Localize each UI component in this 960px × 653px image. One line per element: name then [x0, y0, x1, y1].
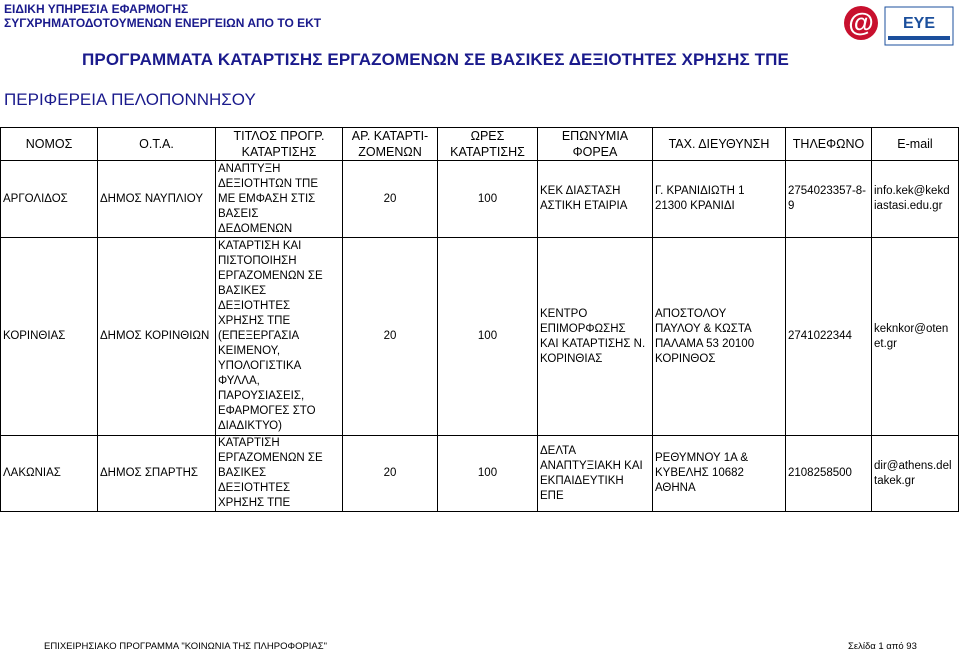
col-header-email: E-mail — [872, 128, 959, 161]
cell-nomos: ΛΑΚΩΝΙΑΣ — [1, 436, 98, 512]
cell-email: dir@athens.del takek.gr — [872, 436, 959, 512]
agency-name-line2: ΣΥΓΧΡΗΜΑΤΟΔΟΤΟΥΜΕΝΩΝ ΕΝΕΡΓΕΙΩΝ ΑΠΟ ΤΟ ΕΚΤ — [4, 16, 322, 30]
col-header-title: ΤΙΤΛΟΣ ΠΡΟΓΡ. ΚΑΤΑΡΤΙΣΗΣ — [216, 128, 343, 161]
cell-email: keknkor@oten et.gr — [872, 238, 959, 436]
cell-hours: 100 — [438, 436, 538, 512]
eye-logo-icon — [884, 6, 954, 46]
cell-address: ΑΠΟΣΤΟΛΟΥ ΠΑΥΛΟΥ & ΚΩΣΤΑ ΠΑΛΑΜΑ 53 20100 ΚΟΡΙΝΘΟΣ — [653, 238, 786, 436]
cell-nomos: ΑΡΓΟΛΙΔΟΣ — [1, 161, 98, 238]
table-row — [1, 161, 959, 238]
cell-title: ΚΑΤΑΡΤΙΣΗ ΚΑΙ ΠΙΣΤΟΠΟΙΗΣΗ ΕΡΓΑΖΟΜΕΝΩΝ ΣΕ ΒΑΣΙΚΕΣ ΔΕΞΙΟΤΗΤΕΣ ΧΡΗΣΗΣ ΤΠΕ (ΕΠΕΞΕΡΓΑΣΙΑ ΚΕΙΜΕΝΟΥ, ΥΠΟΛΟΓΙΣΤΙΚΑ ΦΥΛΛΑ, ΠΑΡΟΥΣΙΑΣΕΙΣ, ΕΦΑΡΜΟΓΕΣ ΣΤΟ ΔΙΑΔΙΚΤΥΟ) — [216, 238, 343, 436]
footer-page-number: Σελίδα 1 από 93 — [848, 641, 917, 652]
programs-table — [0, 127, 959, 512]
col-header-trainees: ΑΡ. ΚΑΤΑΡΤΙ- ΖΟΜΕΝΩΝ — [343, 128, 438, 161]
agency-name-line1: ΕΙΔΙΚΗ ΥΠΗΡΕΣΙΑ ΕΦΑΡΜΟΓΗΣ — [4, 2, 189, 16]
cell-provider: ΔΕΛΤΑ ΑΝΑΠΤΥΞΙΑΚΗ ΚΑΙ ΕΚΠΑΙΔΕΥΤΙΚΗ ΕΠΕ — [538, 436, 653, 512]
cell-title: ΑΝΑΠΤΥΞΗ ΔΕΞΙΟΤΗΤΩΝ ΤΠΕ ΜΕ ΕΜΦΑΣΗ ΣΤΙΣ ΒΑΣΕΙΣ ΔΕΔΟΜΕΝΩΝ — [216, 161, 343, 238]
at-sign-logo-icon — [842, 4, 880, 42]
cell-address: Γ. ΚΡΑΝΙΔΙΩΤΗ 1 21300 ΚΡΑΝΙΔΙ — [653, 161, 786, 238]
page-title: ΠΡΟΓΡΑΜΜΑΤΑ ΚΑΤΑΡΤΙΣΗΣ ΕΡΓΑΖΟΜΕΝΩΝ ΣΕ ΒΑΣΙΚΕΣ ΔΕΞΙΟΤΗΤΕΣ ΧΡΗΣΗΣ ΤΠΕ — [82, 50, 789, 69]
cell-nomos: ΚΟΡΙΝΘΙΑΣ — [1, 238, 98, 436]
cell-trainees: 20 — [343, 436, 438, 512]
cell-trainees: 20 — [343, 238, 438, 436]
col-header-hours: ΩΡΕΣ ΚΑΤΑΡΤΙΣΗΣ — [438, 128, 538, 161]
cell-hours: 100 — [438, 161, 538, 238]
svg-text:@: @ — [848, 7, 874, 37]
col-header-phone: ΤΗΛΕΦΩΝΟ — [786, 128, 872, 161]
cell-address: ΡΕΘΥΜΝΟΥ 1Α & ΚΥΒΕΛΗΣ 10682 ΑΘΗΝΑ — [653, 436, 786, 512]
cell-provider: ΚΕΝΤΡΟ ΕΠΙΜΟΡΦΩΣΗΣ ΚΑΙ ΚΑΤΑΡΤΙΣΗΣ Ν. ΚΟΡΙΝΘΙΑΣ — [538, 238, 653, 436]
cell-ota: ΔΗΜΟΣ ΚΟΡΙΝΘΙΩΝ — [98, 238, 216, 436]
eye-logo-text: ΕΥΕ — [902, 15, 936, 32]
region-heading: ΠΕΡΙΦΕΡΕΙΑ ΠΕΛΟΠΟΝΝΗΣΟΥ — [4, 90, 256, 109]
cell-phone: 2108258500 — [786, 436, 872, 512]
table-row — [1, 238, 959, 436]
col-header-ota: Ο.Τ.Α. — [98, 128, 216, 161]
col-header-address: ΤΑΧ. ΔΙΕΥΘΥΝΣΗ — [653, 128, 786, 161]
cell-ota: ΔΗΜΟΣ ΣΠΑΡΤΗΣ — [98, 436, 216, 512]
col-header-nomos: ΝΟΜΟΣ — [1, 128, 98, 161]
cell-email: info.kek@kekd iastasi.edu.gr — [872, 161, 959, 238]
cell-provider: ΚΕΚ ΔΙΑΣΤΑΣΗ ΑΣΤΙΚΗ ΕΤΑΙΡΙΑ — [538, 161, 653, 238]
cell-phone: 2741022344 — [786, 238, 872, 436]
cell-phone: 2754023357-8- 9 — [786, 161, 872, 238]
cell-trainees: 20 — [343, 161, 438, 238]
table-header-row — [1, 128, 959, 161]
cell-title: ΚΑΤΑΡΤΙΣΗ ΕΡΓΑΖΟΜΕΝΩΝ ΣΕ ΒΑΣΙΚΕΣ ΔΕΞΙΟΤΗΤΕΣ ΧΡΗΣΗΣ ΤΠΕ — [216, 436, 343, 512]
cell-hours: 100 — [438, 238, 538, 436]
cell-ota: ΔΗΜΟΣ ΝΑΥΠΛΙΟΥ — [98, 161, 216, 238]
col-header-provider: ΕΠΩΝΥΜΙΑ ΦΟΡΕΑ — [538, 128, 653, 161]
footer-program-name: ΕΠΙΧΕΙΡΗΣΙΑΚΟ ΠΡΟΓΡΑΜΜΑ "ΚΟΙΝΩΝΙΑ ΤΗΣ ΠΛΗΡΟΦΟΡΙΑΣ" — [44, 641, 328, 652]
table-row — [1, 436, 959, 512]
